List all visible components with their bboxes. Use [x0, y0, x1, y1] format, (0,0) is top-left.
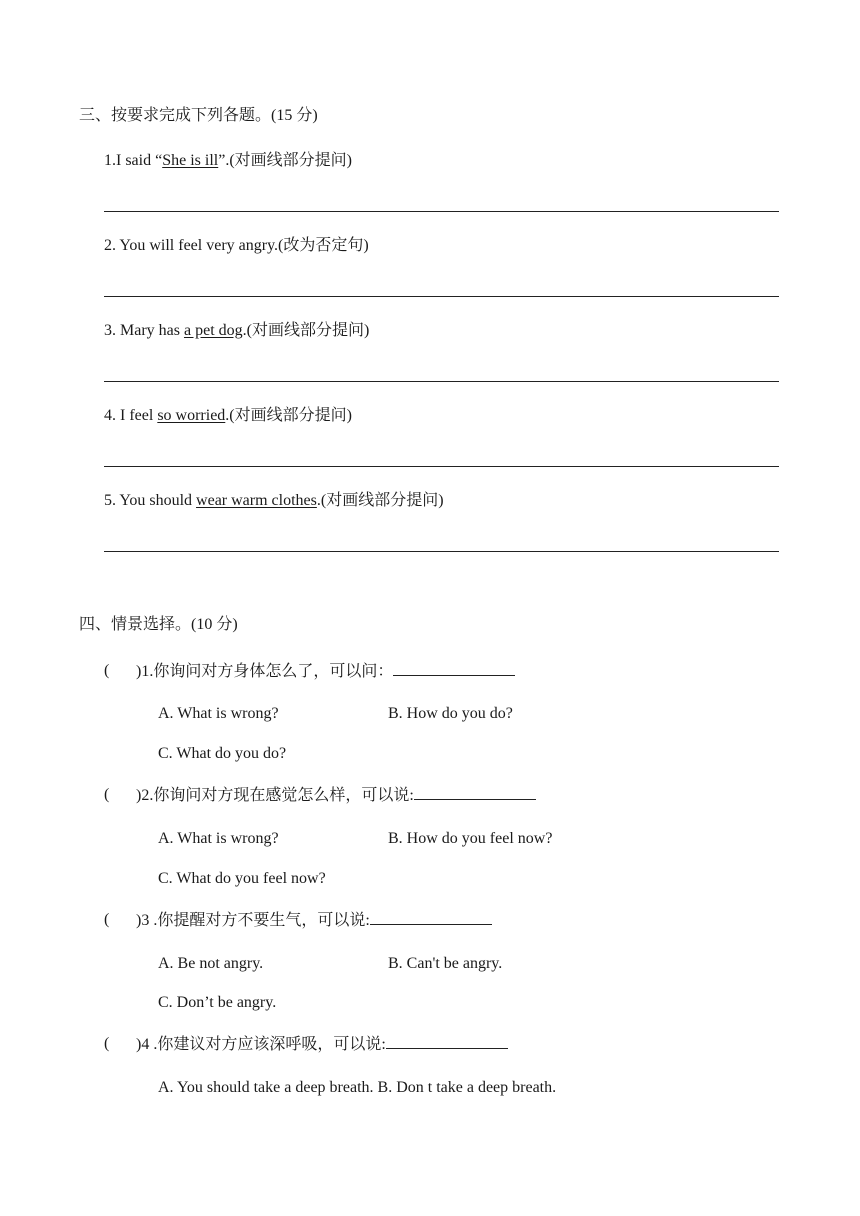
answer-line[interactable] — [104, 551, 779, 552]
question-4-1 — [136, 661, 515, 682]
underlined-phrase: She is ill — [162, 152, 219, 169]
question-stem: )4 .你建议对方应该深呼吸，可以说: — [136, 1036, 386, 1053]
answer-blank[interactable] — [386, 1034, 508, 1049]
section-3-heading: 三、按要求完成下列各题。(15 分) — [79, 107, 318, 124]
answer-paren[interactable]: ( — [104, 662, 110, 679]
question-stem: )2.你询问对方现在感觉怎么样，可以说: — [136, 787, 414, 804]
answer-paren[interactable]: ( — [104, 786, 110, 803]
answer-line[interactable] — [104, 381, 779, 382]
question-4-2 — [136, 785, 536, 806]
option-a: A. Be not angry. — [158, 955, 264, 972]
question-3-4 — [104, 406, 352, 426]
question-text: 5. You should — [104, 492, 197, 509]
underlined-phrase: wear warm clothes — [196, 492, 317, 509]
answer-line[interactable] — [104, 296, 779, 297]
answer-blank[interactable] — [414, 785, 536, 800]
answer-blank[interactable] — [370, 910, 492, 925]
question-text: 4. I feel — [104, 407, 158, 424]
question-4-4 — [136, 1034, 508, 1055]
option-a: A. What is wrong? — [158, 705, 279, 722]
answer-line[interactable] — [104, 466, 779, 467]
question-4-3 — [136, 910, 492, 931]
question-text: 3. Mary has — [104, 322, 184, 339]
underlined-phrase: a pet dog — [183, 322, 243, 339]
question-instruction: .(对画线部分提问) — [316, 492, 444, 509]
question-instruction: ”.(对画线部分提问) — [218, 152, 352, 169]
answer-blank[interactable] — [393, 661, 515, 676]
question-3-3 — [104, 321, 369, 341]
question-instruction: .(对画线部分提问) — [225, 407, 352, 424]
option-b: B. Can't be angry. — [388, 955, 503, 972]
answer-paren[interactable]: ( — [104, 1035, 110, 1052]
question-stem: )1.你询问对方身体怎么了，可以问： — [136, 663, 394, 680]
option-c: C. What do you feel now? — [158, 870, 326, 887]
section-4-heading: 四、情景选择。(10 分) — [79, 616, 238, 633]
question-3-1 — [104, 151, 352, 171]
question-stem: )3 .你提醒对方不要生气，可以说: — [136, 912, 370, 929]
answer-line[interactable] — [104, 211, 779, 212]
option-b: B. How do you feel now? — [388, 830, 553, 847]
question-3-2: 2. You will feel very angry.(改为否定句) — [104, 237, 369, 254]
option-c: C. What do you do? — [158, 745, 287, 762]
question-instruction: .(对画线部分提问) — [242, 322, 370, 339]
option-a: A. What is wrong? — [158, 830, 279, 847]
question-text: 1.I said “ — [104, 152, 163, 169]
options-a-b: A. You should take a deep breath. B. Don t take a deep breath. — [158, 1079, 557, 1096]
answer-paren[interactable]: ( — [104, 911, 110, 928]
option-c: C. Don’t be angry. — [158, 994, 277, 1011]
question-3-5 — [104, 491, 444, 511]
underlined-phrase: so worried — [157, 407, 226, 424]
option-b: B. How do you do? — [388, 705, 513, 722]
